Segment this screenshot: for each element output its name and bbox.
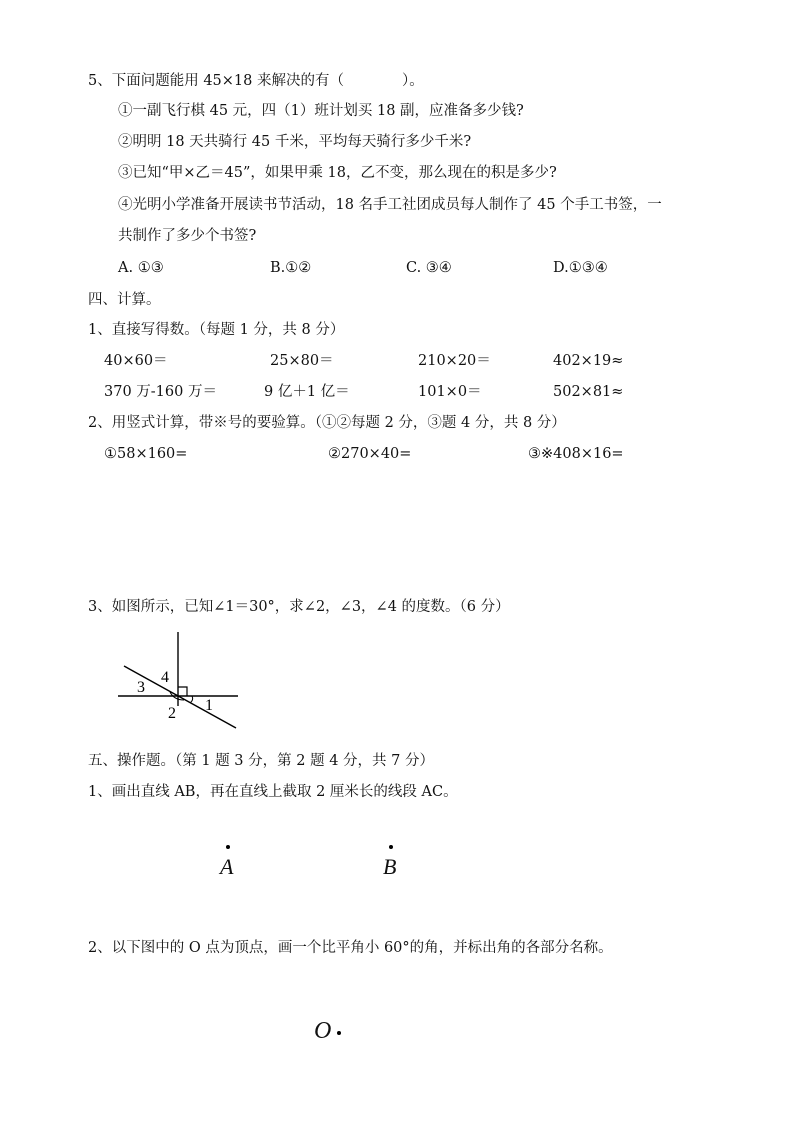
q5-option-b: B.①② <box>270 260 312 276</box>
q5-option-d: D.①③④ <box>553 260 608 276</box>
angle-label-4: 4 <box>161 669 169 686</box>
calc-1-r2-c3: 101×0＝ <box>418 384 482 400</box>
point-a-dot <box>226 845 230 849</box>
section-5-heading: 五、操作题。（第 1 题 3 分，第 2 题 4 分，共 7 分） <box>88 753 434 769</box>
angle-label-1: 1 <box>205 697 213 714</box>
calc-1-r2-c1: 370 万-160 万＝ <box>104 384 217 400</box>
q5-item-1: ①一副飞行棋 45 元，四（1）班计划买 18 副，应准备多少钱? <box>118 103 524 119</box>
calc-1-r2-c4: 502×81≈ <box>553 384 624 400</box>
point-o-dot <box>337 1031 341 1035</box>
point-b-label: B <box>383 854 397 879</box>
calc-2-item-2: ②270×40= <box>328 446 412 462</box>
point-b-dot <box>389 845 393 849</box>
angle-label-3: 3 <box>137 679 145 696</box>
calc-2-title: 2、用竖式计算，带※号的要验算。（①②每题 2 分，③题 4 分，共 8 分） <box>88 415 566 431</box>
calc-2-item-3: ③※408×16= <box>528 446 624 462</box>
q5-option-a: A. ①③ <box>118 260 164 276</box>
q5-item-4: ④光明小学准备开展读书节活动，18 名手工社团成员每人制作了 45 个手工书签，一 <box>118 197 662 213</box>
calc-1-title: 1、直接写得数。（每题 1 分，共 8 分） <box>88 322 345 338</box>
calc-1-r2-c2: 9 亿＋1 亿＝ <box>264 384 350 400</box>
point-a-label: A <box>220 854 234 879</box>
calc-2-item-1: ①58×160= <box>104 446 188 462</box>
point-o-label: O <box>314 1018 332 1044</box>
q5-option-c: C. ③④ <box>406 260 452 276</box>
op-1-title: 1、画出直线 AB，再在直线上截取 2 厘米长的线段 AC。 <box>88 784 458 800</box>
calc-3-title: 3、如图所示，已知∠1＝30°，求∠2，∠3，∠4 的度数。（6 分） <box>88 599 510 615</box>
calc-1-r1-c4: 402×19≈ <box>553 353 624 369</box>
angle-label-2: 2 <box>168 705 176 722</box>
op-2-title: 2、以下图中的 O 点为顶点，画一个比平角小 60°的角，并标出角的各部分名称。 <box>88 940 613 956</box>
section-4-heading: 四、计算。 <box>88 292 161 308</box>
q5-item-4-cont: 共制作了多少个书签? <box>118 228 257 244</box>
q5-item-2: ②明明 18 天共骑行 45 千米，平均每天骑行多少千米? <box>118 134 472 150</box>
calc-1-r1-c2: 25×80＝ <box>270 353 334 369</box>
angle-diagram <box>110 628 250 738</box>
calc-1-r1-c1: 40×60＝ <box>104 353 168 369</box>
q5-item-3: ③已知“甲×乙＝45”，如果甲乘 18，乙不变，那么现在的积是多少? <box>118 165 557 181</box>
q5-stem: 5、下面问题能用 45×18 来解决的有（ ）。 <box>88 73 424 89</box>
calc-1-r1-c3: 210×20＝ <box>418 353 491 369</box>
